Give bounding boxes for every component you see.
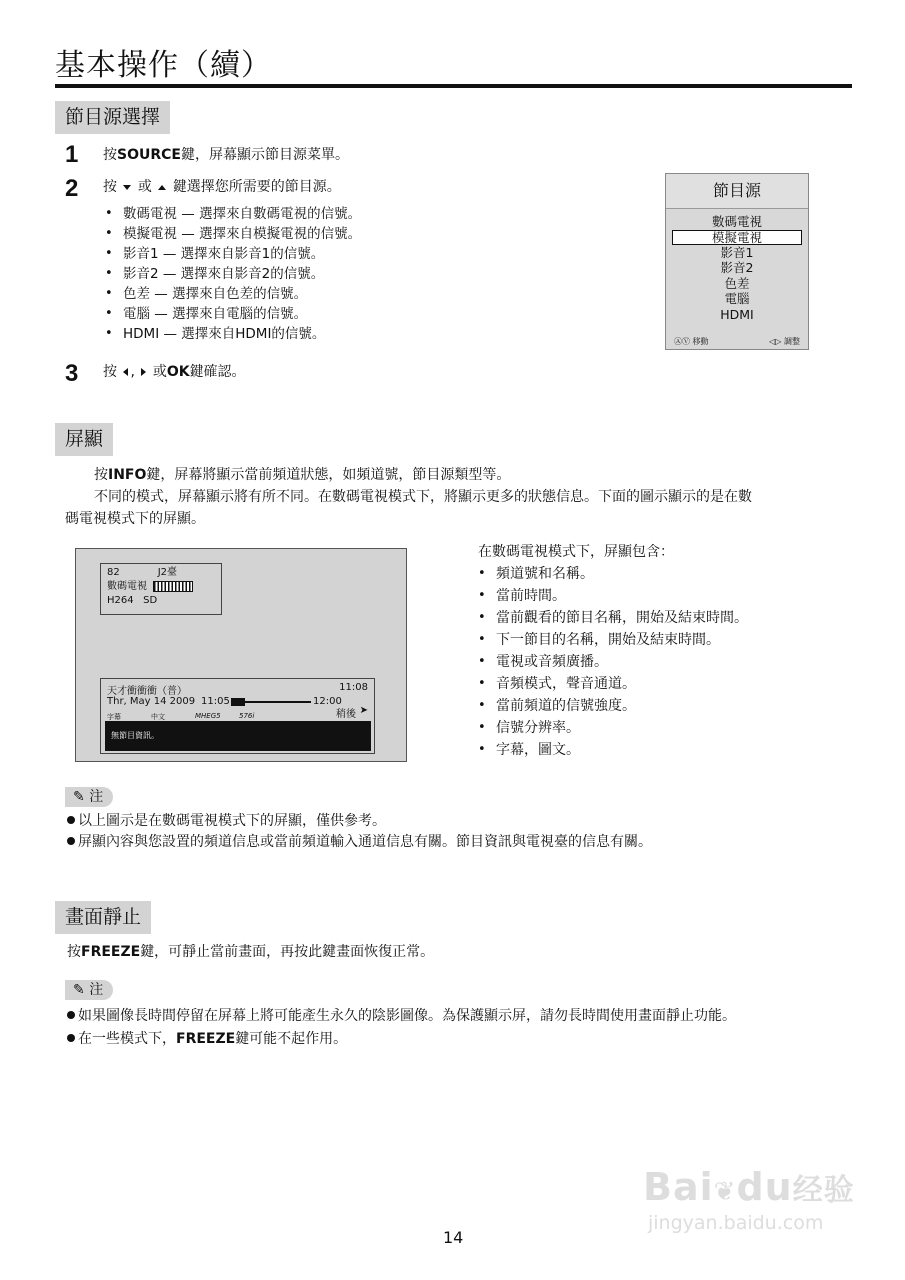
channel-name: J2臺	[157, 567, 178, 578]
includes-list	[476, 563, 748, 761]
step-text: 按 , 或OK鍵確認。	[103, 364, 246, 380]
source-bullet-list	[103, 204, 361, 344]
left-right-icon: ◁▷	[769, 337, 782, 346]
list-item: • 模擬電視 — 選擇來自模擬電視的信號。	[103, 224, 361, 244]
list-item: • 字幕，圖文。	[476, 739, 748, 761]
menu-item-selected[interactable]: 模擬電視	[672, 230, 802, 245]
watermark-url: jingyan.baidu.com	[648, 1212, 824, 1234]
clock: 11:08	[339, 682, 368, 693]
paragraph: 不同的模式，屏幕顯示將有所不同。在數碼電視模式下，將顯示更多的狀態信息。下面的圖示顯示的是在數	[94, 489, 752, 505]
channel-info-box	[100, 563, 222, 615]
program-info-box	[100, 678, 375, 754]
watermark-logo: Bai❦du经验	[643, 1165, 855, 1209]
page-title: 基本操作（續）	[55, 48, 272, 83]
teletext-label: MHEG5	[195, 712, 221, 720]
section-heading-freeze: 畫面靜止	[55, 901, 151, 934]
list-item: • 電腦 — 選擇來自電腦的信號。	[103, 304, 361, 324]
note-badge: ✎ 注	[65, 980, 113, 1000]
list-item: • 電視或音頻廣播。	[476, 651, 748, 673]
list-item: • 數碼電視 — 選擇來自數碼電視的信號。	[103, 204, 361, 224]
end-time: 12:00	[313, 696, 342, 707]
list-item: • 信號分辨率。	[476, 717, 748, 739]
list-item: • 色差 — 選擇來自色差的信號。	[103, 284, 361, 304]
step-text: 按SOURCE鍵，屏幕顯示節目源菜單。	[103, 147, 349, 163]
note-badge: ✎ 注	[65, 787, 113, 807]
language-label: 中文	[151, 713, 165, 721]
later-label: 稍後	[336, 709, 356, 720]
menu-item[interactable]: 數碼電視	[711, 214, 762, 229]
section-heading-source: 節目源選擇	[55, 101, 170, 134]
list-item: • 影音1 — 選擇來自影音1的信號。	[103, 244, 361, 264]
adjust-hint: 調整	[784, 337, 800, 346]
menu-title: 節目源	[666, 174, 808, 209]
paragraph: 按FREEZE鍵，可靜止當前畫面，再按此鍵畫面恢復正常。	[67, 944, 435, 960]
pencil-icon: ✎	[73, 789, 85, 805]
menu-item[interactable]: 電腦	[724, 291, 750, 306]
page-number: 14	[443, 1228, 464, 1247]
note-line: 如果圖像長時間停留在屏幕上將可能產生永久的陰影圖像。為保護顯示屏，請勿長時間使用畫面靜止功能。	[67, 1006, 736, 1026]
title-divider	[55, 84, 852, 88]
channel-number: 82	[107, 567, 120, 578]
source-label: 數碼電視	[107, 581, 147, 592]
list-item: • 頻道號和名稱。	[476, 563, 748, 585]
menu-footer	[666, 336, 808, 347]
menu-item[interactable]: 色差	[724, 275, 750, 291]
arrow-left-icon	[123, 368, 128, 376]
signal-resolution: 576i	[239, 712, 255, 720]
start-time: 11:05	[201, 696, 230, 707]
list-item: • HDMI — 選擇來自HDMI的信號。	[103, 324, 361, 344]
arrow-up-icon	[158, 185, 166, 190]
bullet-dot	[67, 1034, 75, 1042]
pencil-icon: ✎	[73, 982, 85, 998]
step-text: 按 或 鍵選擇您所需要的節目源。	[103, 179, 341, 195]
step-number: 1	[65, 141, 79, 168]
step-number: 3	[65, 360, 79, 387]
bullet-dot	[67, 837, 75, 845]
up-down-icon: ⒶⓋ	[674, 337, 690, 346]
note-line: 屏顯內容與您設置的頻道信息或當前頻道輸入通道信息有關。節目資訊與電視臺的信息有關。	[67, 832, 652, 852]
paw-icon: ❦	[713, 1177, 737, 1207]
move-hint: 移動	[692, 337, 709, 346]
list-item: • 當前觀看的節目名稱，開始及結束時間。	[476, 607, 748, 629]
list-item: • 影音2 — 選擇來自影音2的信號。	[103, 264, 361, 284]
list-item: • 當前時間。	[476, 585, 748, 607]
program-name: 天才衝衝衝（普）	[107, 686, 187, 697]
resolution-tag: SD	[143, 595, 158, 606]
source-menu	[665, 173, 809, 350]
includes-title: 在數碼電視模式下，屏顯包含：	[478, 544, 674, 560]
menu-item[interactable]: 影音1	[720, 244, 754, 260]
subtitle-label: 字幕	[107, 713, 121, 721]
video-format: H264	[107, 595, 134, 606]
signal-strength-icon	[153, 581, 193, 592]
arrow-right-icon: ➤	[359, 705, 368, 716]
section-heading-display: 屏顯	[55, 423, 113, 456]
epg-info-bar: 無節目資訊。	[105, 721, 371, 751]
menu-item[interactable]: HDMI	[720, 306, 754, 322]
list-item: • 下一節目的名稱，開始及結束時間。	[476, 629, 748, 651]
bullet-dot	[67, 1011, 75, 1019]
list-item: • 音頻模式，聲音通道。	[476, 673, 748, 695]
note-line: 在一些模式下，FREEZE鍵可能不起作用。	[67, 1029, 347, 1049]
note-line: 以上圖示是在數碼電視模式下的屏顯，僅供參考。	[67, 811, 386, 831]
bullet-dot	[67, 816, 75, 824]
date: Thr, May 14 2009	[107, 696, 196, 707]
menu-item[interactable]: 影音2	[720, 260, 754, 275]
arrow-down-icon	[123, 185, 131, 190]
paragraph: 碼電視模式下的屏顯。	[65, 511, 205, 527]
arrow-right-icon	[141, 368, 146, 376]
paragraph: 按INFO鍵，屏幕將顯示當前頻道狀態，如頻道號，節目源類型等。	[94, 467, 511, 483]
list-item: • 當前頻道的信號強度。	[476, 695, 748, 717]
step-number: 2	[65, 175, 79, 202]
progress-fill	[231, 698, 245, 706]
